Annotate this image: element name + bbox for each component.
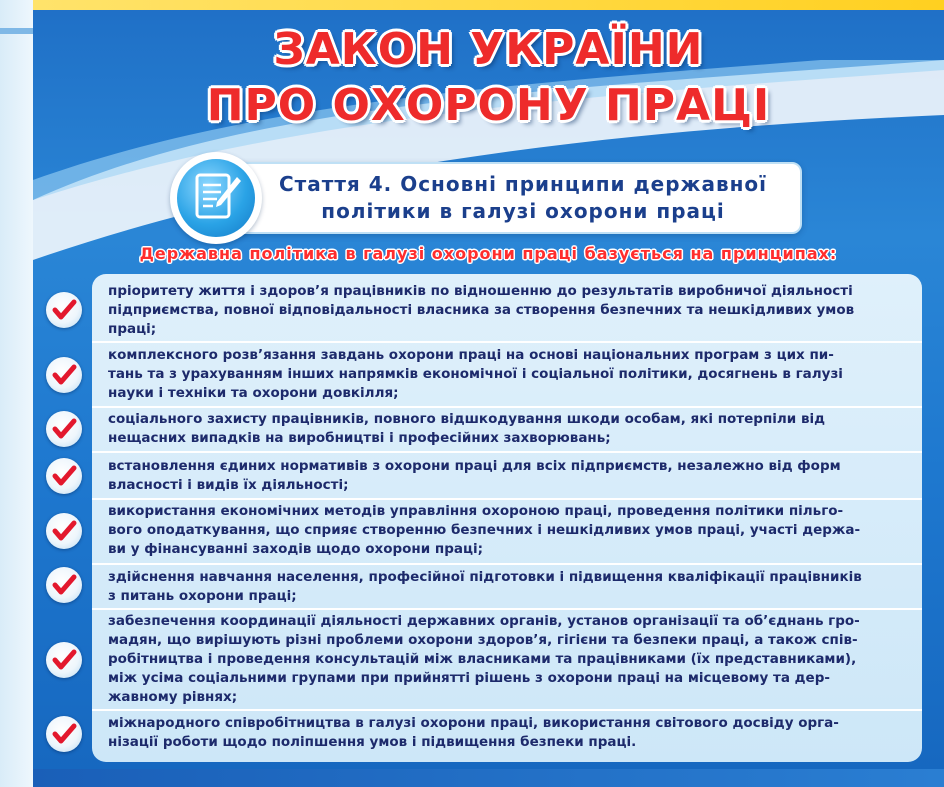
document-badge	[170, 152, 262, 244]
checkmark-icon	[46, 567, 82, 603]
principle-line: забезпечення координації діяльності державних органів, установ організації та об’єднань гро-	[108, 613, 860, 629]
principle-line: праці;	[108, 321, 157, 337]
page-title	[33, 22, 944, 134]
article-heading-line-2: політики в галузі охорони праці	[321, 199, 725, 223]
left-strip-bar	[0, 28, 33, 34]
principle-line: використання економічних методів управління охороною праці, проведення політики пільго-	[108, 503, 844, 519]
principle-item-7	[108, 612, 914, 707]
principle-line: власності і видів їх діяльності;	[108, 477, 349, 493]
principle-item-2	[108, 346, 914, 403]
title-line-1: ЗАКОН УКРАЇНИ	[273, 24, 704, 75]
principle-line: вого оподаткування, що сприяє створенню безпечних і нешкідливих умов праці, участі держа-	[108, 522, 861, 538]
article-heading-line-1: Стаття 4. Основні принципи державної	[278, 172, 768, 196]
title-line-2: ПРО ОХОРОНУ ПРАЦІ	[206, 80, 771, 131]
principle-line: між усіма соціальними групами при прийнятті рішень з охорони праці на місцевому та дер-	[108, 670, 830, 686]
principle-line: міжнародного співробітництва в галузі охорони праці, використання світового досвіду орга-	[108, 715, 839, 731]
principle-line: жавному рівнях;	[108, 689, 238, 705]
principle-line: соціального захисту працівників, повного відшкодування шкоди особам, які потерпіли від	[108, 411, 826, 427]
divider	[92, 498, 922, 500]
principles-intro: Державна політика в галузі охорони праці базується на принципах:	[139, 244, 838, 263]
checkmark-icon	[46, 411, 82, 447]
principle-line: мадян, що вирішують різні проблеми охорони здоров’я, гігієни та безпеки праці, а також спів-	[108, 632, 858, 648]
principle-line: здійснення навчання населення, професійної підготовки і підвищення кваліфікації працівників	[108, 569, 862, 585]
principle-item-8	[108, 714, 914, 752]
checkmark-icon	[46, 513, 82, 549]
divider	[92, 563, 922, 565]
divider	[92, 608, 922, 610]
principle-line: встановлення єдиних нормативів з охорони праці для всіх підприємств, незалежно від форм	[108, 458, 841, 474]
bottom-band	[33, 769, 944, 787]
principle-item-5	[108, 502, 914, 559]
principle-line: науки і техніки та охорони довкілля;	[108, 385, 399, 401]
principle-line: нізації роботи щодо поліпшення умов і підвищення безпеки праці.	[108, 734, 637, 750]
checkmark-icon	[46, 716, 82, 752]
checkmark-icon	[46, 357, 82, 393]
divider	[92, 341, 922, 343]
top-yellow-band	[33, 0, 944, 10]
principle-item-6	[108, 568, 914, 606]
principle-item-1	[108, 282, 914, 339]
checkmark-icon	[46, 458, 82, 494]
principle-line: комплексного розв’язання завдань охорони праці на основі національних програм з цих пи-	[108, 347, 834, 363]
divider	[92, 709, 922, 711]
checkmark-icon	[46, 292, 82, 328]
principle-line: з питань охорони праці;	[108, 588, 297, 604]
principle-item-3	[108, 410, 914, 448]
principle-line: пріоритету життя і здоров’я працівників по відношенню до результатів виробничої діяльності	[108, 283, 853, 299]
article-heading-box	[206, 162, 802, 234]
principle-line: ви у фінансуванні заходів щодо охорони праці;	[108, 541, 484, 557]
principle-item-4	[108, 457, 914, 495]
left-margin-strip	[0, 0, 33, 787]
principle-line: підприємства, повної відповідальності власника за створення безпечних та нешкідливих умов	[108, 302, 855, 318]
principle-line: нещасних випадків на виробництві і професійних захворювань;	[108, 430, 611, 446]
principle-line: тань та з урахуванням інших напрямків економічної і соціальної політики, досягнень в галузі	[108, 366, 843, 382]
divider	[92, 406, 922, 408]
principles-panel	[92, 274, 922, 762]
document-pen-icon	[177, 159, 255, 237]
principle-line: робітництва і проведення консультацій між власниками та працівниками (їх представниками),	[108, 651, 857, 667]
divider	[92, 451, 922, 453]
article-heading	[256, 171, 790, 225]
checkmark-icon	[46, 642, 82, 678]
